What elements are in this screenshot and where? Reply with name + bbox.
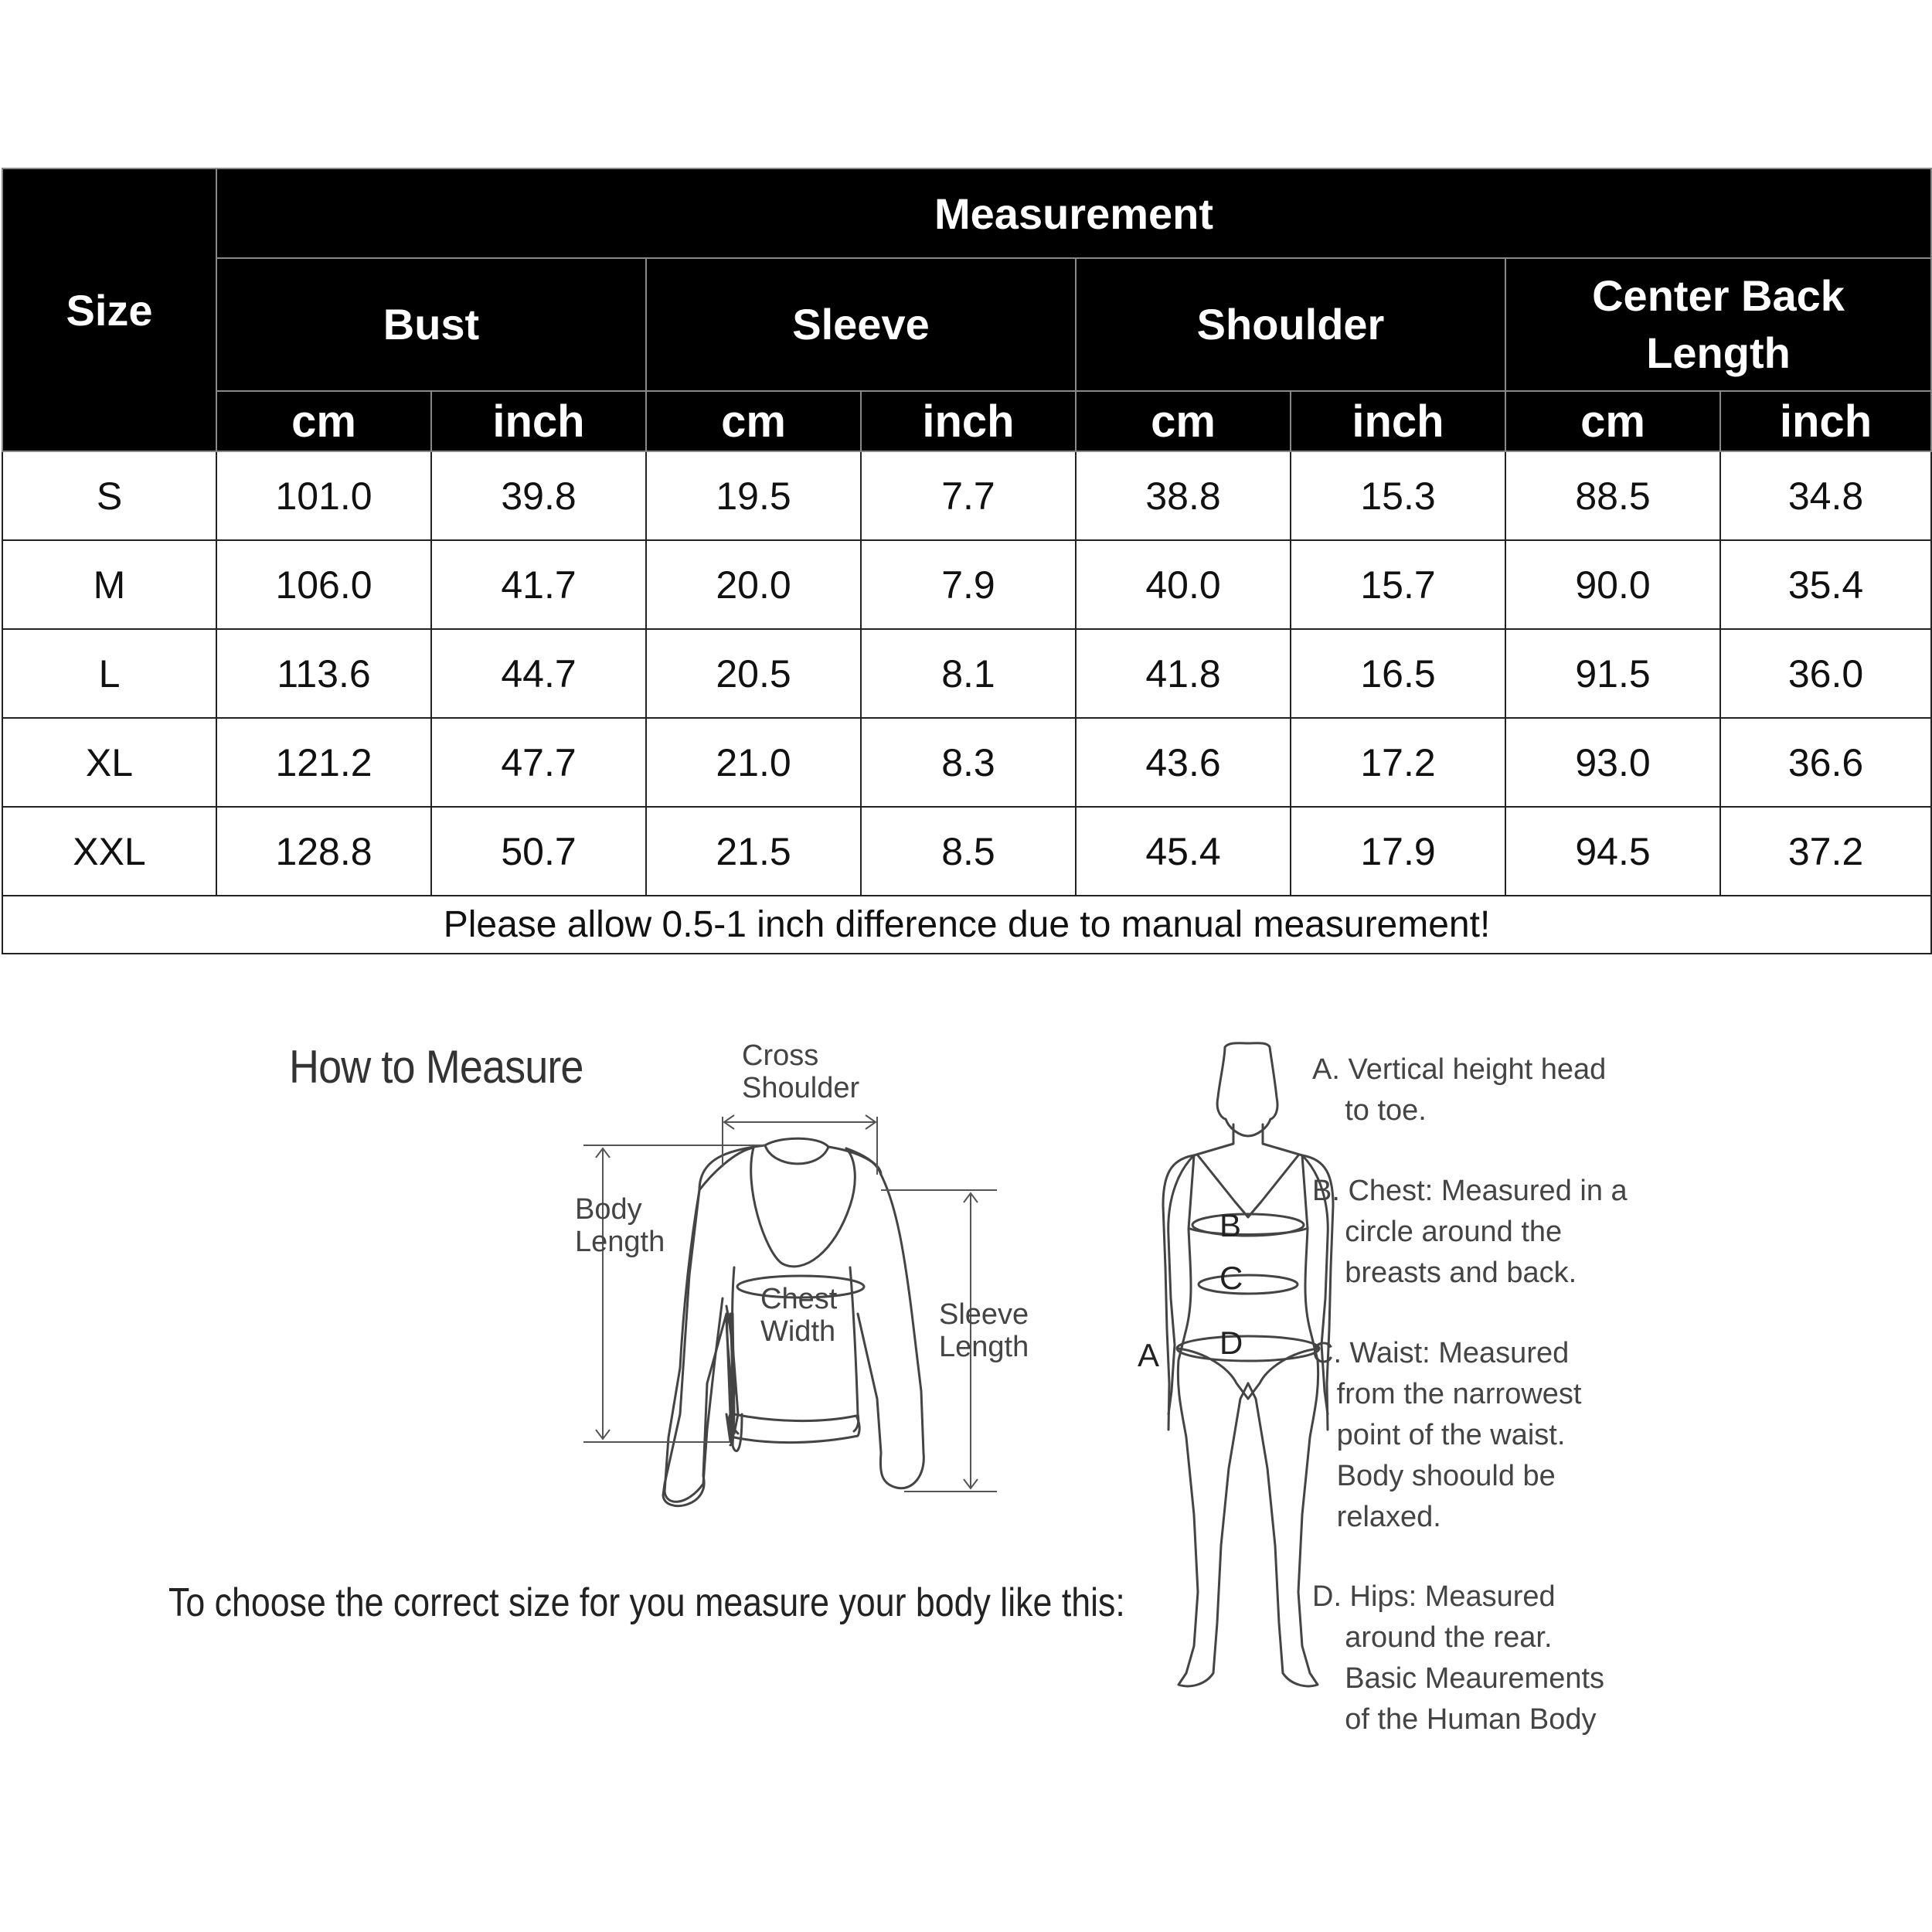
measurement-cell: 121.2 [216, 718, 431, 807]
measurement-cell: 36.6 [1720, 718, 1931, 807]
measurement-cell: 21.5 [646, 807, 861, 896]
measurement-cell: 43.6 [1076, 718, 1291, 807]
choose-size-instruction: To choose the correct size for you measure your body like this: [168, 1580, 1125, 1625]
measurement-cell: 15.3 [1291, 451, 1505, 540]
measurement-cell: 93.0 [1505, 718, 1720, 807]
measurement-cell: 34.8 [1720, 451, 1931, 540]
size-cell: XXL [2, 807, 216, 896]
label-cross-shoulder: Cross Shoulder [742, 1039, 860, 1104]
measurement-header: Measurement [216, 168, 1931, 258]
note-d-hips: D. Hips: Measured around the rear. Basic Meaurements of the Human Body [1312, 1580, 1605, 1736]
measurement-cell: 36.0 [1720, 629, 1931, 718]
unit-header-inch: inch [431, 391, 646, 451]
letter-c: C [1219, 1260, 1243, 1296]
unit-header-cm: cm [1076, 391, 1291, 451]
note-b-chest: B. Chest: Measured in a circle around the breasts and back. [1312, 1175, 1628, 1289]
body-figure [1163, 1043, 1333, 1686]
size-header: Size [2, 168, 216, 451]
measurement-cell: 50.7 [431, 807, 646, 896]
label-body-length: Body Length [575, 1193, 665, 1258]
measurement-cell: 106.0 [216, 540, 431, 629]
group-header-shoulder: Shoulder [1076, 258, 1505, 391]
group-header-sleeve: Sleeve [646, 258, 1076, 391]
measurement-cell: 15.7 [1291, 540, 1505, 629]
measurement-cell: 41.8 [1076, 629, 1291, 718]
measurement-cell: 7.9 [861, 540, 1076, 629]
letter-a: A [1138, 1337, 1160, 1373]
measurement-cell: 101.0 [216, 451, 431, 540]
letter-b: B [1219, 1207, 1242, 1243]
group-header-bust: Bust [216, 258, 646, 391]
group-header-center-back-length: Center Back Length [1505, 258, 1931, 391]
measurement-cell: 88.5 [1505, 451, 1720, 540]
size-cell: L [2, 629, 216, 718]
unit-header-cm: cm [1505, 391, 1720, 451]
measurement-cell: 44.7 [431, 629, 646, 718]
unit-header-inch: inch [1291, 391, 1505, 451]
letter-d: D [1219, 1325, 1243, 1361]
unit-header-cm: cm [216, 391, 431, 451]
measurement-cell: 21.0 [646, 718, 861, 807]
measurement-cell: 17.2 [1291, 718, 1505, 807]
unit-header-inch: inch [861, 391, 1076, 451]
measurement-cell: 90.0 [1505, 540, 1720, 629]
note-c-waist: C. Waist: Measured from the narrowest point of the waist. Body shoould be relaxed. [1312, 1337, 1582, 1533]
measurement-cell: 38.8 [1076, 451, 1291, 540]
table-footnote: Please allow 0.5-1 inch difference due to manual measurement! [2, 896, 1931, 954]
size-cell: S [2, 451, 216, 540]
label-chest-width: Chest Width [760, 1283, 838, 1348]
measurement-cell: 8.1 [861, 629, 1076, 718]
measurement-cell: 7.7 [861, 451, 1076, 540]
measurement-cell: 91.5 [1505, 629, 1720, 718]
size-cell: M [2, 540, 216, 629]
measurement-cell: 16.5 [1291, 629, 1505, 718]
measurement-cell: 40.0 [1076, 540, 1291, 629]
how-to-measure-title: How to Measure [289, 1041, 583, 1093]
measurement-cell: 94.5 [1505, 807, 1720, 896]
measurement-cell: 45.4 [1076, 807, 1291, 896]
measurement-cell: 113.6 [216, 629, 431, 718]
measurement-cell: 47.7 [431, 718, 646, 807]
measurement-cell: 19.5 [646, 451, 861, 540]
unit-header-inch: inch [1720, 391, 1931, 451]
label-sleeve-length: Sleeve Length [939, 1298, 1029, 1363]
measurement-cell: 17.9 [1291, 807, 1505, 896]
measurement-cell: 8.3 [861, 718, 1076, 807]
measurement-cell: 8.5 [861, 807, 1076, 896]
measurement-cell: 35.4 [1720, 540, 1931, 629]
measurement-cell: 39.8 [431, 451, 646, 540]
note-a-height: A. Vertical height head to toe. [1312, 1053, 1607, 1127]
unit-header-cm: cm [646, 391, 861, 451]
measurement-cell: 128.8 [216, 807, 431, 896]
measurement-cell: 20.0 [646, 540, 861, 629]
measurement-cell: 41.7 [431, 540, 646, 629]
measurement-cell: 20.5 [646, 629, 861, 718]
measurement-cell: 37.2 [1720, 807, 1931, 896]
size-cell: XL [2, 718, 216, 807]
